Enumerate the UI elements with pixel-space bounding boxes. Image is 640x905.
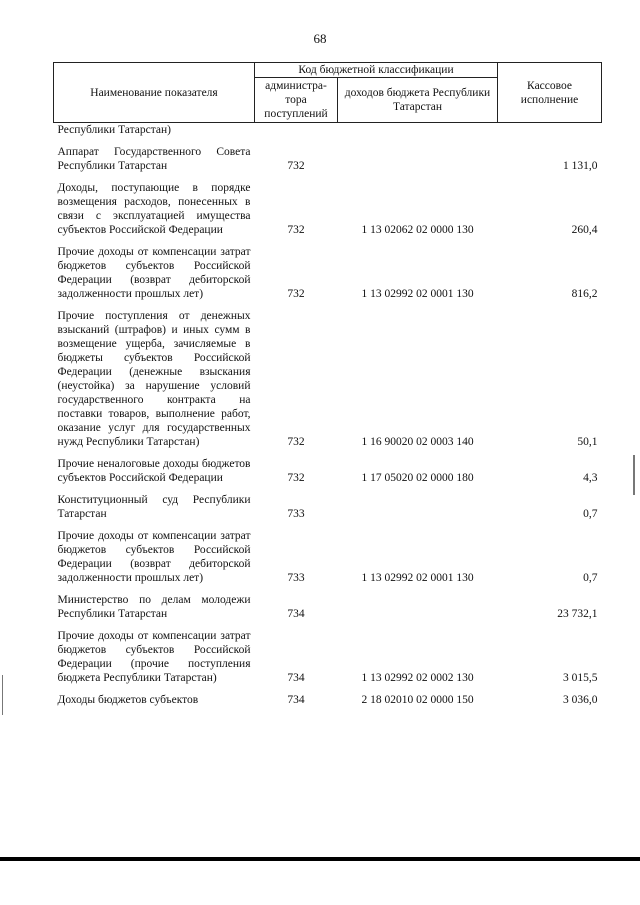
table-row	[54, 123, 602, 138]
row-total: 4,3	[583, 472, 598, 484]
row-total: 1 131,0	[563, 160, 598, 172]
header-code-group: Код бюджетной классификации	[255, 63, 498, 78]
row-total: 0,7	[583, 572, 598, 584]
row-name: Прочие поступления от денежных взысканий (штрафов) и иных сумм в возмещение ущерба, зачисляемые в бюджеты субъектов Российской Федерации (денежные взыскания (неустойка) за нарушение условий государственного контракта на поставки товаров, выполнение работ, оказание услуг для государственных нужд Республики Татарстан)	[57, 310, 251, 448]
row-admin: 734	[287, 608, 305, 620]
row-total: 3 036,0	[563, 694, 598, 706]
table-row	[54, 137, 602, 173]
row-name: Министерство по делам молодежи Республики Татарстан	[57, 594, 251, 620]
row-code	[338, 485, 498, 521]
row-code: 1 16 90020 02 0003 140	[361, 436, 474, 448]
row-code: 2 18 02010 02 0000 150	[361, 694, 474, 706]
row-code: 1 13 02062 02 0000 130	[361, 224, 474, 236]
header-name: Наименование показателя	[54, 63, 255, 123]
row-name: Прочие доходы от компенсации затрат бюджетов субъектов Российской Федерации (возврат дебиторской задолженности прошлых лет)	[57, 530, 251, 584]
row-name: Аппарат Государственного Совета Республики Татарстан	[57, 146, 251, 172]
row-admin: 734	[287, 672, 305, 684]
row-name: Прочие неналоговые доходы бюджетов субъектов Российской Федерации	[57, 458, 251, 484]
row-admin: 733	[287, 508, 305, 520]
row-name: Доходы, поступающие в порядке возмещения расходов, понесенных в связи с эксплуатацией имущества субъектов Российской Федерации	[57, 182, 251, 236]
header-admin: администра-тора поступлений	[255, 78, 338, 123]
table-row	[54, 449, 602, 485]
row-name: Республики Татарстан)	[57, 124, 171, 136]
page-bottom-bar	[0, 857, 640, 861]
header-budget-code: доходов бюджета Республики Татарстан	[338, 78, 498, 123]
row-code: 1 13 02992 02 0001 130	[361, 288, 474, 300]
table-row	[54, 485, 602, 521]
row-admin: 732	[287, 224, 305, 236]
row-admin	[255, 123, 338, 138]
row-admin: 732	[287, 288, 305, 300]
table-row	[54, 301, 602, 449]
row-name: Прочие доходы от компенсации затрат бюджетов субъектов Российской Федерации (прочие поступления бюджета Республики Татарстан)	[57, 630, 251, 684]
row-code: 1 17 05020 02 0000 180	[361, 472, 474, 484]
page-number: 68	[313, 31, 327, 46]
row-code	[338, 585, 498, 621]
row-admin: 732	[287, 436, 305, 448]
row-admin: 732	[287, 472, 305, 484]
table-row	[54, 237, 602, 301]
scan-margin-mark	[633, 455, 635, 495]
row-total: 0,7	[583, 508, 598, 520]
revenue-table	[53, 62, 602, 707]
row-admin: 732	[287, 160, 305, 172]
row-total: 3 015,5	[563, 672, 598, 684]
row-admin: 733	[287, 572, 305, 584]
row-code: 1 13 02992 02 0002 130	[361, 672, 474, 684]
row-total: 23 732,1	[557, 608, 598, 620]
row-code	[338, 137, 498, 173]
row-name: Прочие доходы от компенсации затрат бюджетов субъектов Российской Федерации (возврат дебиторской задолженности прошлых лет)	[57, 246, 251, 300]
row-code	[338, 123, 498, 138]
row-total	[498, 123, 602, 138]
table-row	[54, 621, 602, 685]
table-row	[54, 521, 602, 585]
row-admin: 734	[287, 694, 305, 706]
row-total: 50,1	[577, 436, 598, 448]
table-row	[54, 685, 602, 707]
table-row	[54, 173, 602, 237]
row-name: Доходы бюджетов субъектов	[57, 694, 199, 706]
row-total: 816,2	[571, 288, 598, 300]
row-name: Конституционный суд Республики Татарстан	[57, 494, 251, 520]
row-code: 1 13 02992 02 0001 130	[361, 572, 474, 584]
scan-margin-mark	[2, 675, 3, 715]
header-total: Кассовое исполнение	[498, 63, 602, 123]
row-total: 260,4	[571, 224, 598, 236]
table-row	[54, 585, 602, 621]
